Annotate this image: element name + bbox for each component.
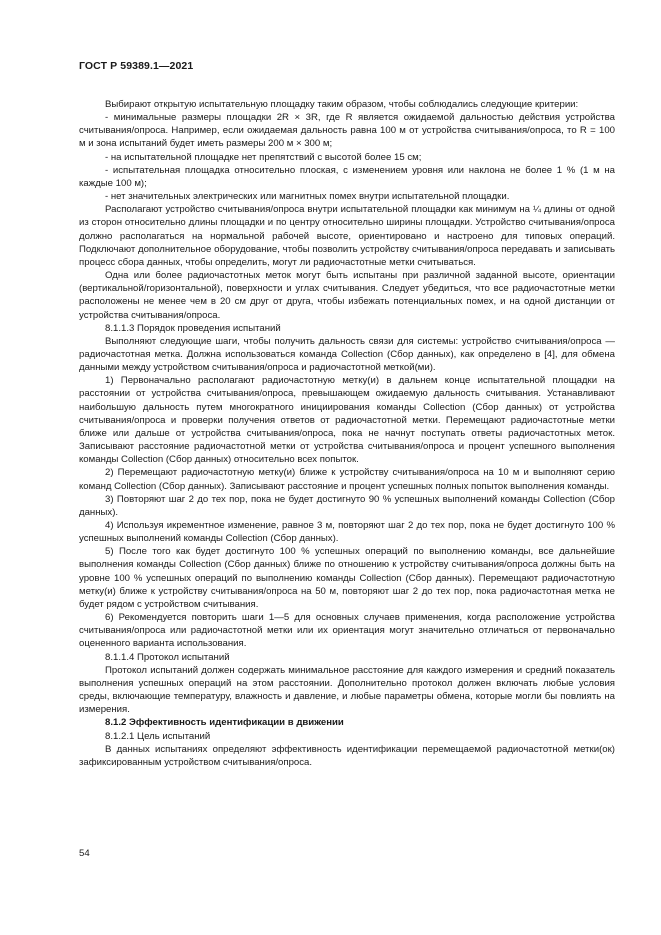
section-heading-8-1-1-4: 8.1.1.4 Протокол испытаний [105,651,230,663]
list-item-no-obstacles: - на испытательной площадке нет препятствий с высотой более 15 см; [105,151,422,163]
list-item-site-size: - минимальные размеры площадки 2R × 3R, где R является ожидаемой дальностью действия устройства считывания/опроса. Например, если ожидаемая дальность равна 100 м от устройства считывания/опроса, то R = 100 м и зона испытаний будет иметь размеры 200 м × 300 м; [79,112,615,150]
list-item-flat-site: - испытательная площадка относительно плоская, с изменением уровня или наклона не более 1 % (1 м на каждые 100 м); [79,164,615,189]
section-heading-8-1-2-1: 8.1.2.1 Цель испытаний [105,730,211,742]
list-item-no-interference: - нет значительных электрических или магнитных помех внутри испытательной площадки. [105,191,510,203]
paragraph-reader-placement: Располагают устройство считывания/опроса внутри испытательной площадки как минимум на ¼ длины от одной из сторон относительно длины площадки и по центру относительно ширины площадки. Устройство считывания/опроса должно располагаться на нормальной рабочей высоте, ориентировано и настроено для типовых операций. Подключают дополнительное оборудование, чтобы позволить устройству считывания/опроса передавать и записывать процесс сбора данных, чтобы определить, могут ли радиочастотные метки считываться. [79,204,615,268]
paragraph-tag-setup: Одна или более радиочастотных меток могут быть испытаны при различной заданной высоте, ориентации (вертикальной/горизонтальной), поверхности и углах считывания. Следует убедиться, что все радиочастотные метки расположены не менее чем в 20 см друг от друга, чтобы избежать потенциальных помех, и на одной дистанции от устройства считывания/опроса. [79,270,615,321]
step-2: 2) Перемещают радиочастотную метку(и) ближе к устройству считывания/опроса на 10 м и выполняют серию команд Collection (Сбор данных). Записывают расстояние и процент успешных полных попыток выполнения команды. [79,467,615,492]
paragraph-procedure-intro: Выполняют следующие шаги, чтобы получить дальность связи для системы: устройство считывания/опроса — радиочастотная метка. Должна использоваться команда Collection (Сбор данных), как определено в [4], для обмена данными между устройством считывания/опроса и радиочастотной меткой(ми). [79,335,615,374]
step-5: 5) После того как будет достигнуто 100 % успешных операций по выполнению команды, все дальнейшие выполнения команды Collection (Сбор данных) ближе по отношению к устройству считывания/опроса должны быть на уровне 100 % успешных операций по выполнению команды Collection (Сбор данных). Перемещают радиочастотную метку(и) ближе к устройству считывания/опроса на 50 м, повторяют шаг 2 до тех пор, пока радиочастотная метка не будет рядом с устройством считывания. [79,546,615,610]
section-heading-8-1-1-3: 8.1.1.3 Порядок проведения испытаний [105,322,281,334]
step-4: 4) Используя икрементное изменение, равное 3 м, повторяют шаг 2 до тех пор, пока не будет достигнуто 100 % успешных выполнений команды Collection (Сбор данных). [79,520,615,545]
paragraph-test-purpose: В данных испытаниях определяют эффективность идентификации перемещаемой радиочастотной метки(ок) зафиксированным устройством считывания/опроса. [79,743,615,768]
step-1: 1) Первоначально располагают радиочастотную метку(и) в дальнем конце испытательной площадки на расстоянии от устройства считывания/опроса, превышающем ожидаемую дальность считывания. Устанавливают наибольшую дальность путем многократного инициирования команды Collection (Сбор данных) от устройства считывания/опроса и проверки получения ответов от радиочастотной метки. Перемещают радиочастотные метки ближе или дальше от устройства считывания/опроса, пока не начнут поступать ответы радиочастотных меток. Записывают расстояние радиочастотной метки от устройства считывания/опроса и процент успешного выполнения команды Collection (Сбор данных) относительно всех попыток. [79,375,615,466]
paragraph-site-criteria: Выбирают открытую испытательную площадку таким образом, чтобы соблюдались следующие критерии: [105,99,579,110]
document-header: ГОСТ Р 59389.1—2021 [79,60,194,72]
page-number: 54 [79,848,90,859]
section-heading-8-1-2: 8.1.2 Эффективность идентификации в движении [105,717,344,729]
step-6: 6) Рекомендуется повторить шаги 1—5 для основных случаев применения, когда расположение устройства считывания/опроса или радиочастотной метки или их ориентация могут значительно отличаться от первоначально оцененного варианта использования. [79,612,615,650]
paragraph-test-report: Протокол испытаний должен содержать минимальное расстояние для каждого измерения и средний показатель выполнения успешных операций на этом расстоянии. Дополнительно протокол должен включать любые условия среды, включающие температуру, влажность и давление, и любые параметры обмена, которые могли бы повлиять на измерения. [79,664,615,716]
step-3: 3) Повторяют шаг 2 до тех пор, пока не будет достигнуто 90 % успешных выполнений команды Collection (Сбор данных). [79,493,615,518]
document-body [79,98,615,769]
